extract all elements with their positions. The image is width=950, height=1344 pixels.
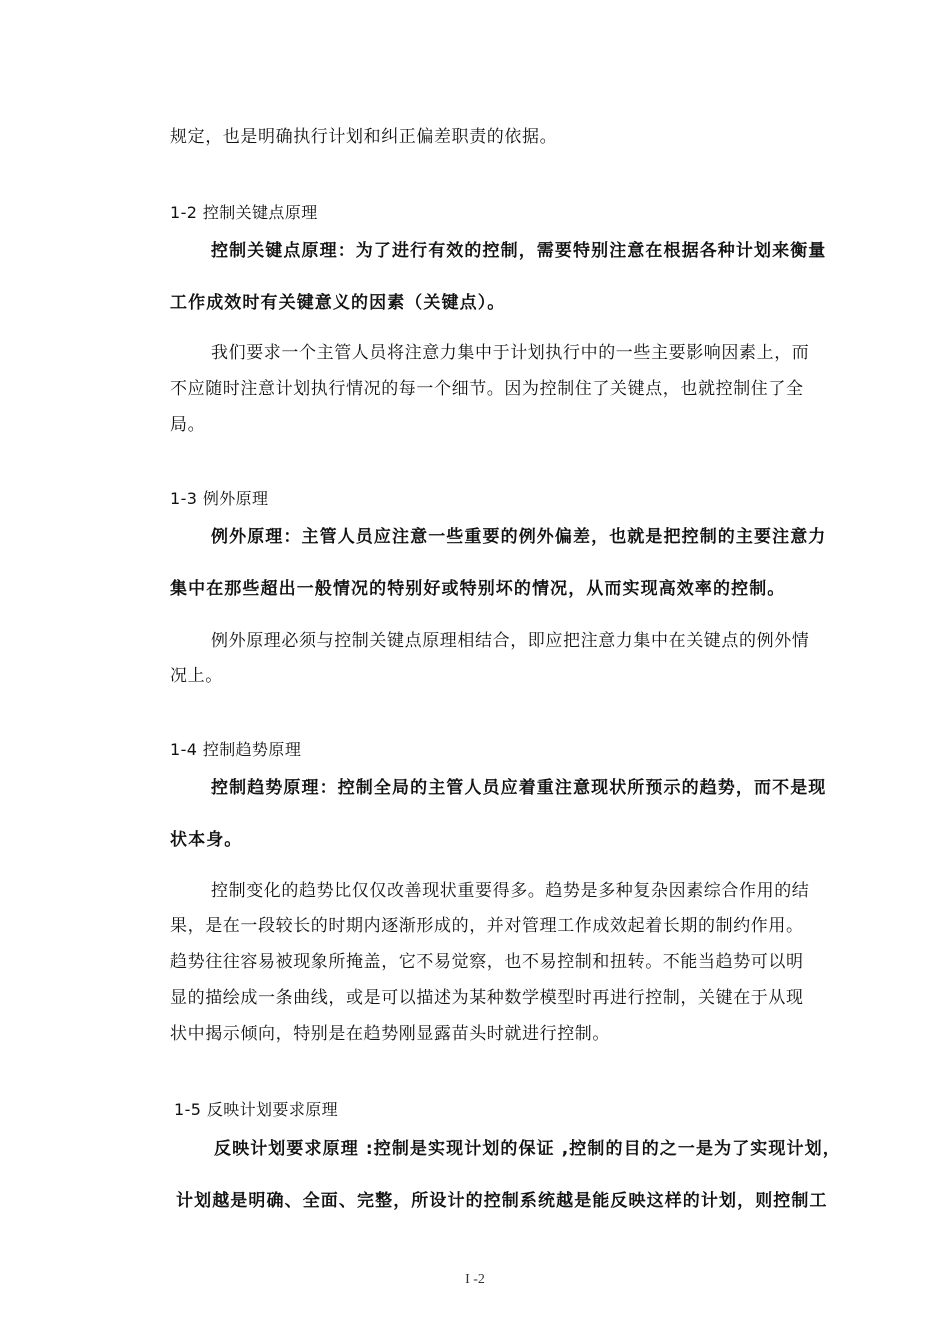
definition-line: 例外原理：主管人员应注意一些重要的例外偏差，也就是把控制的主要注意力 [211,527,827,547]
intro-text-line: 规定，也是明确执行计划和纠正偏差职责的依据。 [170,127,558,147]
paragraph-line: 况上。 [170,666,223,686]
paragraph-line: 趋势往往容易被现象所掩盖，它不易觉察，也不易控制和扭转。不能当趋势可以明 [170,952,804,972]
definition-line: 控制趋势原理：控制全局的主管人员应着重注意现状所预示的趋势，而不是现 [211,778,827,798]
paragraph-line: 不应随时注意计划执行情况的每一个细节。因为控制住了关键点，也就控制住了全 [170,379,804,399]
section-heading-1-5: 1-5 反映计划要求原理 [174,1100,339,1119]
definition-line: 工作成效时有关键意义的因素（关键点）。 [170,293,506,313]
paragraph-line: 控制变化的趋势比仅仅改善现状重要得多。趋势是多种复杂因素综合作用的结 [211,881,810,901]
paragraph-line: 例外原理必须与控制关键点原理相结合，即应把注意力集中在关键点的例外情 [211,631,810,651]
paragraph-line: 显的描绘成一条曲线，或是可以描述为某种数学模型时再进行控制，关键在于从现 [170,988,804,1008]
paragraph-line: 局。 [170,415,206,435]
definition-line: 计划越是明确、全面、完整，所设计的控制系统越是能反映这样的计划，则控制工 [176,1191,828,1211]
paragraph-line: 我们要求一个主管人员将注意力集中于计划执行中的一些主要影响因素上，而 [211,343,810,363]
section-heading-1-4: 1-4 控制趋势原理 [170,740,302,759]
definition-line: 状本身。 [170,830,243,850]
page-number: I -2 [465,1272,485,1287]
definition-line: 反映计划要求原理 :控制是实现计划的保证 ,控制的目的之一是为了实现计划， [214,1139,841,1159]
paragraph-line: 果，是在一段较长的时期内逐渐形成的，并对管理工作成效起着长期的制约作用。 [170,916,804,936]
section-heading-1-3: 1-3 例外原理 [170,489,269,508]
definition-line: 控制关键点原理：为了进行有效的控制，需要特别注意在根据各种计划来衡量 [211,241,827,261]
definition-line: 集中在那些超出一般情况的特别好或特别坏的情况，从而实现高效率的控制。 [170,579,786,599]
section-heading-1-2: 1-2 控制关键点原理 [170,203,318,222]
paragraph-line: 状中揭示倾向，特别是在趋势刚显露苗头时就进行控制。 [170,1024,610,1044]
